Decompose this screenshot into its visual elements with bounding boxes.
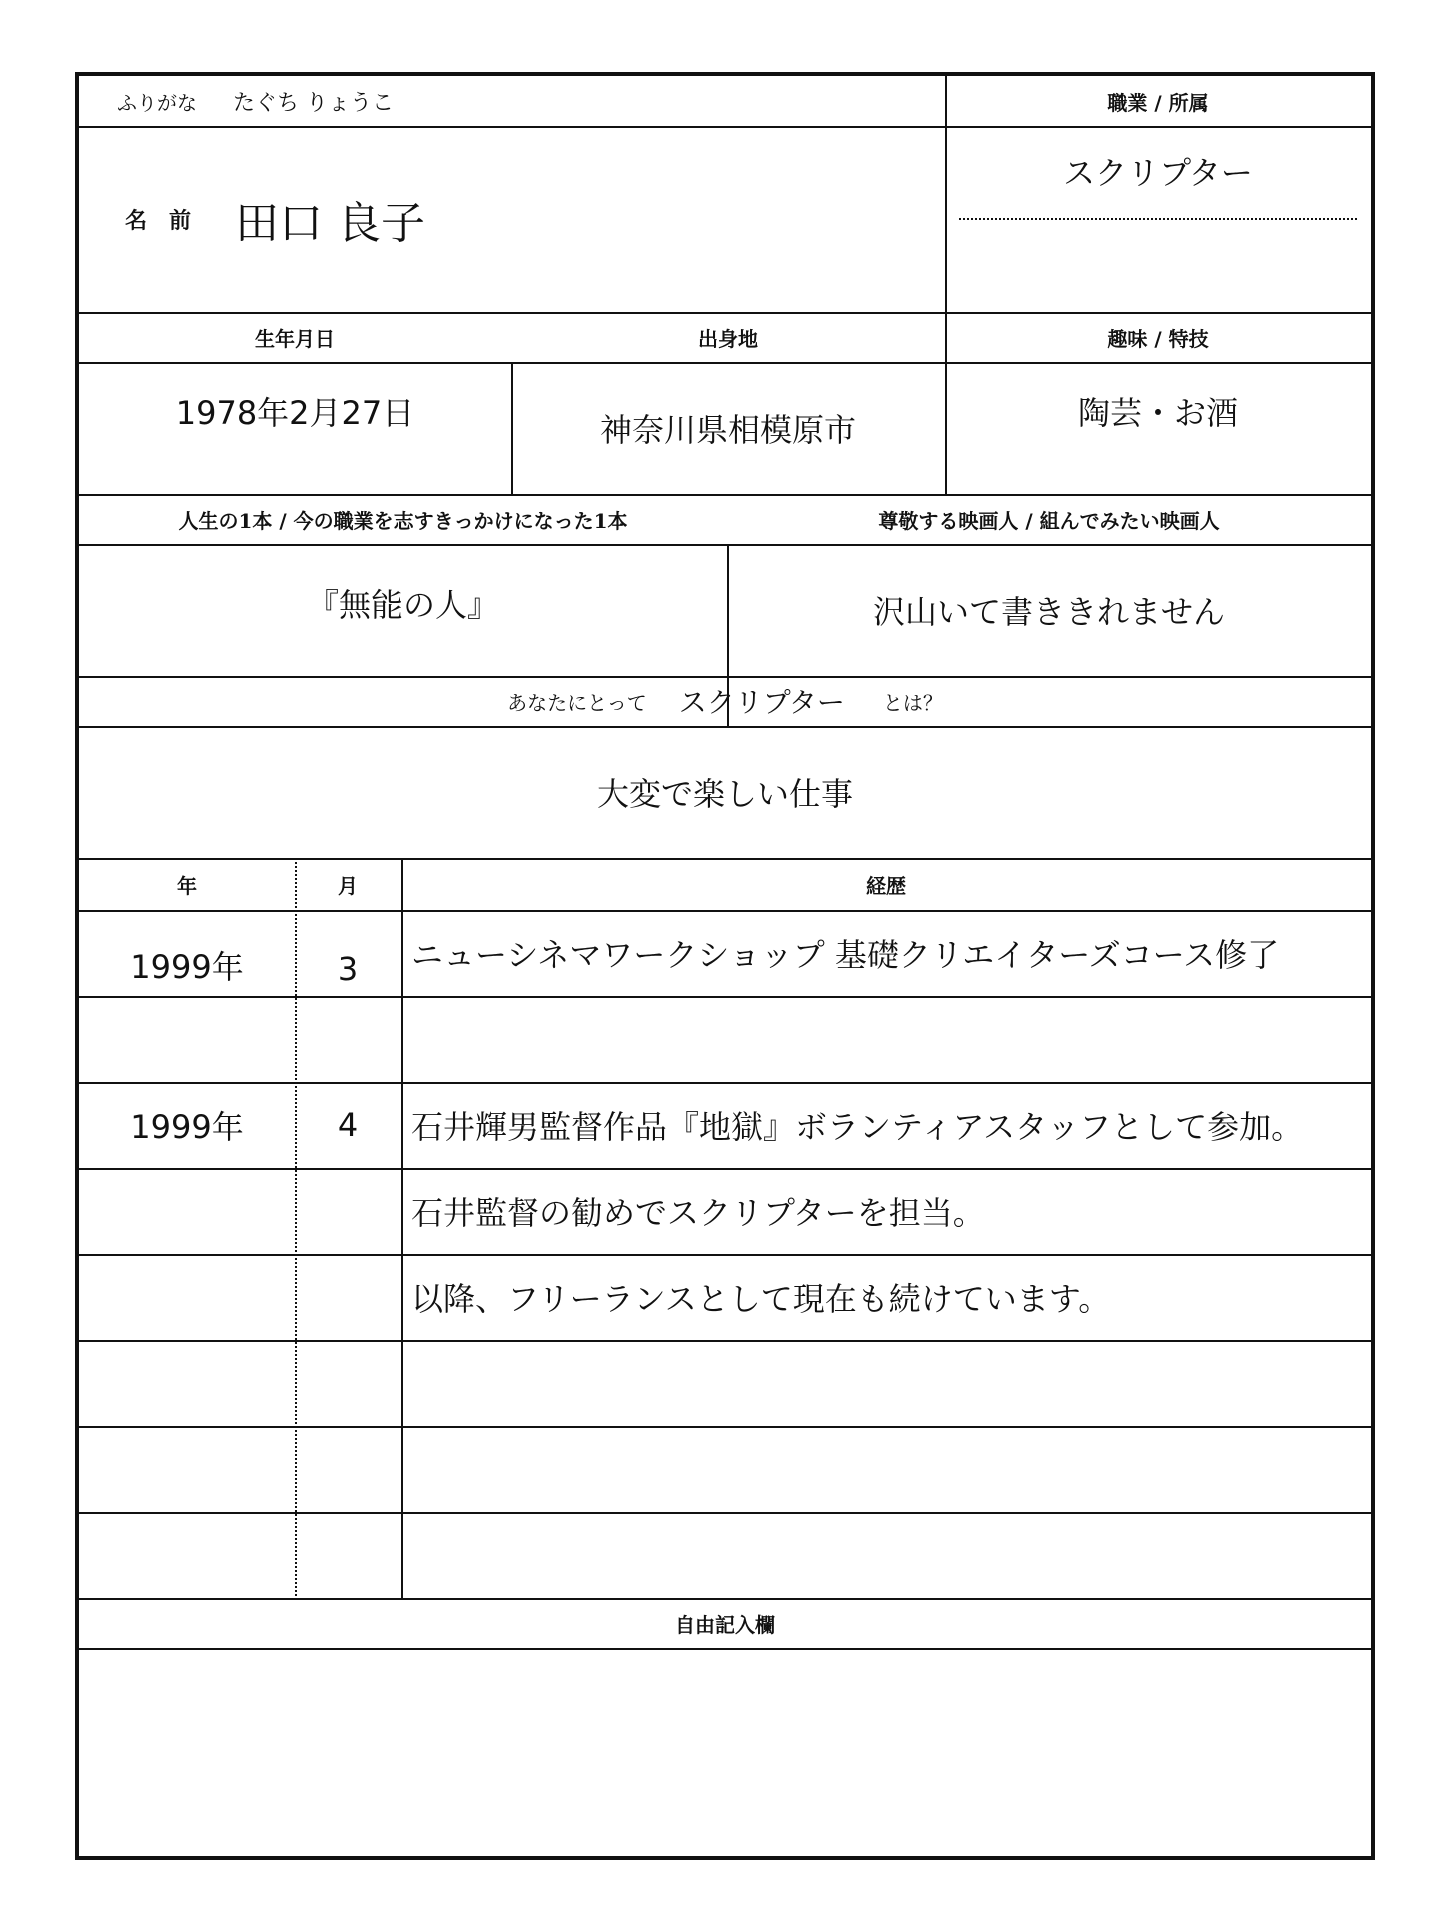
history-header-month: 月 [338, 873, 358, 898]
history-row [411, 1512, 1371, 1598]
birthday-label: 生年月日 [255, 326, 335, 351]
occupation-underline [959, 218, 1357, 220]
respected-label: 尊敬する映画人 / 組んでみたい映画人 [878, 508, 1220, 533]
history-row [411, 1254, 1371, 1340]
free-notes-area [79, 1648, 1371, 1856]
hobby-label: 趣味 / 特技 [1107, 326, 1209, 351]
meaning-label-job: スクリプター [678, 686, 845, 719]
meaning-label-suffix: とは？ [882, 690, 943, 715]
history-detail: 以降、フリーランスとして現在も続けています。 [411, 1280, 1111, 1318]
meaning-value: 大変で楽しい仕事 [596, 775, 853, 813]
history-year: 1999年 [130, 1108, 244, 1146]
profile-form [75, 72, 1375, 1860]
hobby-value: 陶芸・お酒 [1077, 394, 1238, 432]
history-row [79, 910, 295, 996]
favorite-film-label: 人生の1本 / 今の職業を志すきっかけになった1本 [178, 508, 628, 533]
history-detail: 石井輝男監督作品『地獄』ボランティアスタッフとして参加。 [411, 1108, 1304, 1146]
history-row [411, 1168, 1371, 1254]
history-row [411, 1340, 1371, 1426]
history-row [79, 1082, 295, 1168]
name-value: 田口 良子 [235, 198, 426, 249]
hometown-label: 出身地 [698, 326, 758, 351]
birthday-value: 1978年2月27日 [175, 394, 415, 432]
history-header-detail: 経歴 [866, 873, 906, 898]
history-month: 4 [337, 1106, 359, 1144]
favorite-film-value: 『無能の人』 [306, 586, 499, 624]
occupation-value: スクリプター [1063, 154, 1253, 192]
name-label: 名 前 [125, 207, 192, 234]
hometown-value: 神奈川県相模原市 [599, 411, 856, 449]
free-notes-label: 自由記入欄 [675, 1612, 775, 1637]
history-header-year: 年 [177, 873, 197, 898]
respected-value: 沢山いて書ききれません [872, 593, 1225, 631]
furigana-value: たぐち りょうこ [233, 90, 394, 116]
history-row [411, 996, 1371, 1082]
history-row [411, 1426, 1371, 1512]
history-detail: ニューシネマワークショップ 基礎クリエイターズコース修了 [411, 936, 1280, 974]
meaning-label-prefix: あなたにとって [507, 690, 647, 715]
furigana-label: ふりがな [117, 90, 197, 115]
history-year: 1999年 [130, 948, 244, 986]
history-detail: 石井監督の勧めでスクリプターを担当。 [411, 1194, 985, 1232]
history-month: 3 [337, 950, 359, 988]
occupation-label: 職業 / 所属 [1107, 90, 1209, 115]
